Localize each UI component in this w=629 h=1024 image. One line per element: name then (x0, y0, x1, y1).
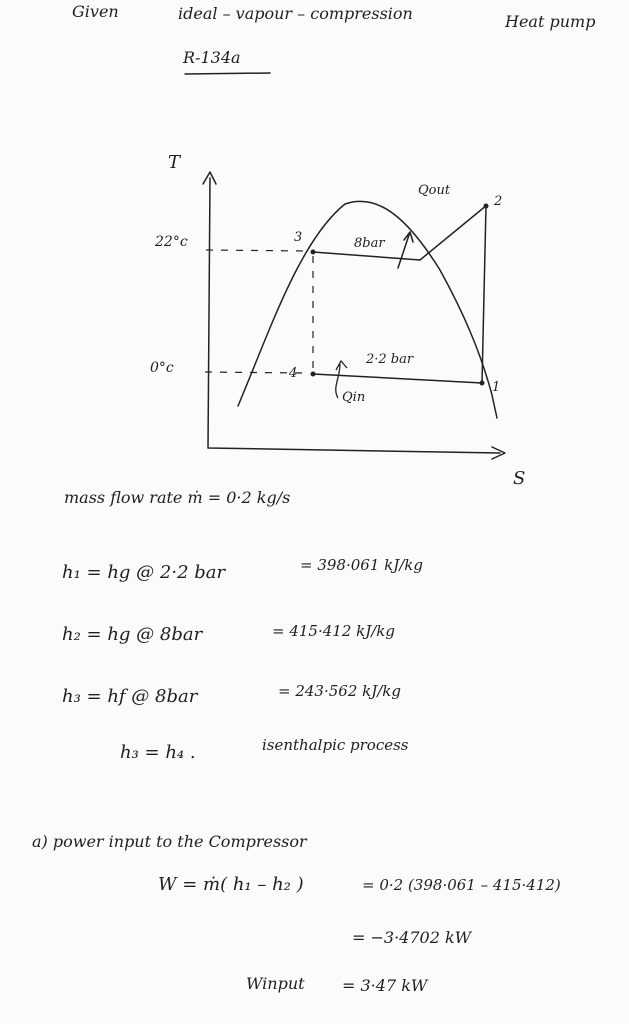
saturation-dome (238, 201, 497, 418)
point-1-label: 1 (492, 380, 501, 395)
refrigerant-label: R-134a (183, 48, 241, 67)
h1-rhs: = 398·061 kJ/kg (300, 556, 423, 574)
compression-line (482, 206, 486, 383)
work-result: = −3·4702 kW (352, 928, 472, 947)
mass-flow-rate: mass flow rate ṁ = 0·2 kg/s (64, 488, 291, 507)
problem-description: ideal – vapour – compression (178, 4, 413, 23)
point-4-label: 4 (289, 366, 298, 381)
y-axis-label: T (168, 152, 181, 173)
h2-lhs: h₂ = hg @ 8bar (62, 624, 203, 645)
isenthalpic-note: isenthalpic process (262, 736, 409, 754)
x-axis-label: S (513, 468, 526, 489)
h3-rhs: = 243·562 kJ/kg (278, 682, 401, 700)
point-2 (484, 204, 489, 209)
axes (208, 178, 503, 453)
refrigerant-underline (185, 73, 270, 74)
point-4 (311, 372, 316, 377)
t-low-label: 0°c (150, 360, 174, 376)
high-pressure-label: 8bar (354, 236, 385, 251)
point-2-label: 2 (494, 194, 503, 209)
h2-rhs: = 415·412 kJ/kg (272, 622, 395, 640)
h3-lhs: h₃ = hf @ 8bar (62, 686, 198, 707)
part-a-heading: a) power input to the Compressor (32, 832, 307, 851)
qout-label: Qout (418, 183, 451, 198)
winput-label: Winput (246, 974, 305, 993)
qout-arrow (398, 232, 413, 268)
work-equation: W = ṁ( h₁ – h₂ ) (158, 874, 304, 895)
high-pressure-line (313, 252, 420, 260)
qin-label: Qin (342, 390, 366, 405)
low-pressure-label: 2·2 bar (366, 352, 414, 367)
h3-h4-relation: h₃ = h₄ . (120, 742, 196, 763)
heat-pump-label: Heat pump (505, 12, 596, 31)
work-substitution: = 0·2 (398·061 – 415·412) (362, 876, 561, 894)
winput-value: = 3·47 kW (342, 976, 428, 995)
h1-lhs: h₁ = hg @ 2·2 bar (62, 562, 226, 583)
superheat-line (420, 205, 487, 260)
given-label: Given (72, 2, 119, 21)
point-3-label: 3 (294, 230, 303, 245)
point-1 (480, 381, 485, 386)
t-high-dashed (206, 250, 310, 251)
point-3 (311, 250, 316, 255)
t-high-label: 22°c (155, 234, 188, 250)
